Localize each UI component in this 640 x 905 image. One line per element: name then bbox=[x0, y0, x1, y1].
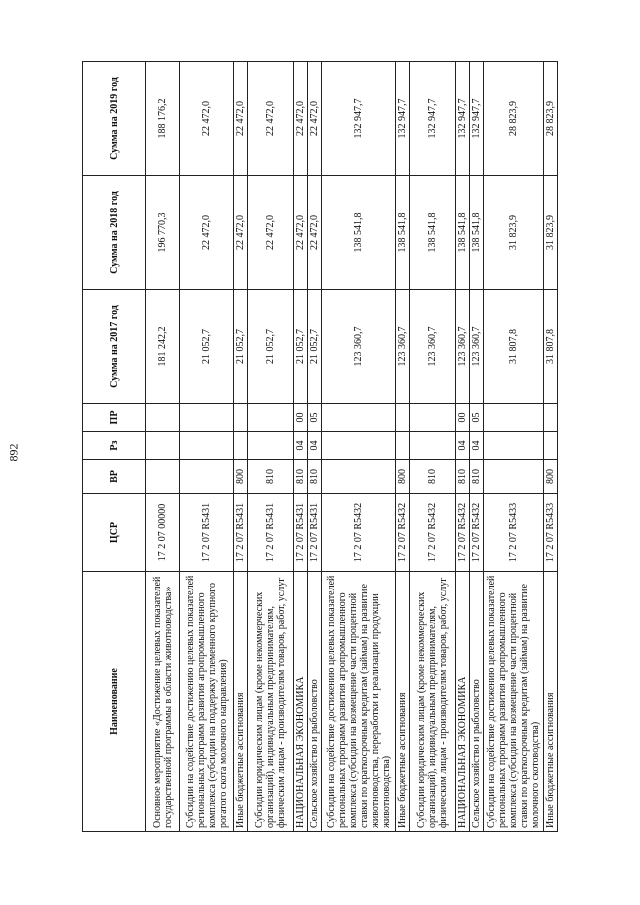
cell-csr: 17 2 07 R5432 bbox=[322, 494, 396, 572]
cell-name: Иные бюджетные ассигнования bbox=[234, 572, 248, 832]
cell-name: НАЦИОНАЛЬНАЯ ЭКОНОМИКА bbox=[456, 572, 470, 832]
cell-s2017: 31 807,8 bbox=[484, 290, 544, 404]
header-vr: ВР bbox=[83, 460, 146, 494]
table-row bbox=[308, 62, 322, 832]
cell-rz: 04 bbox=[294, 432, 308, 460]
header-csr: ЦСР bbox=[83, 494, 146, 572]
cell-s2019: 188 176,2 bbox=[146, 62, 180, 176]
cell-pr bbox=[234, 404, 248, 432]
cell-csr: 17 2 07 R5431 bbox=[180, 494, 234, 572]
cell-s2019: 28 823,9 bbox=[544, 62, 558, 176]
page-number bbox=[0, 0, 28, 905]
cell-vr: 810 bbox=[294, 460, 308, 494]
cell-csr: 17 2 07 R5433 bbox=[544, 494, 558, 572]
cell-rz bbox=[322, 432, 396, 460]
cell-name: Сельское хозяйство и рыболовство bbox=[308, 572, 322, 832]
table-row bbox=[234, 62, 248, 832]
cell-s2017: 21 052,7 bbox=[248, 290, 294, 404]
cell-rz bbox=[396, 432, 410, 460]
cell-s2017: 21 052,7 bbox=[234, 290, 248, 404]
cell-s2017: 31 807,8 bbox=[544, 290, 558, 404]
cell-s2018: 22 472,0 bbox=[180, 176, 234, 290]
cell-pr: 05 bbox=[308, 404, 322, 432]
budget-table bbox=[82, 61, 558, 832]
table-body bbox=[146, 62, 558, 832]
cell-s2019: 28 823,9 bbox=[484, 62, 544, 176]
cell-pr: 00 bbox=[456, 404, 470, 432]
cell-pr bbox=[146, 404, 180, 432]
cell-s2017: 21 052,7 bbox=[308, 290, 322, 404]
cell-pr: 00 bbox=[294, 404, 308, 432]
cell-rz bbox=[410, 432, 456, 460]
cell-s2017: 123 360,7 bbox=[456, 290, 470, 404]
cell-s2018: 22 472,0 bbox=[294, 176, 308, 290]
cell-vr: 800 bbox=[544, 460, 558, 494]
cell-pr bbox=[484, 404, 544, 432]
cell-pr: 05 bbox=[470, 404, 484, 432]
cell-name: Сельское хозяйство и рыболовство bbox=[470, 572, 484, 832]
cell-csr: 17 2 07 R5431 bbox=[248, 494, 294, 572]
header-rz: Рз bbox=[83, 432, 146, 460]
table-row bbox=[484, 62, 544, 832]
header-pr: ПР bbox=[83, 404, 146, 432]
table-row bbox=[544, 62, 558, 832]
cell-s2018: 138 541,8 bbox=[456, 176, 470, 290]
cell-csr: 17 2 07 R5431 bbox=[294, 494, 308, 572]
cell-name: Основное мероприятие «Достижение целевых показателей государственной программы в области животноводства» bbox=[146, 572, 180, 832]
cell-s2017: 123 360,7 bbox=[396, 290, 410, 404]
cell-csr: 17 2 07 R5432 bbox=[396, 494, 410, 572]
cell-pr bbox=[544, 404, 558, 432]
cell-rz: 04 bbox=[470, 432, 484, 460]
cell-pr bbox=[410, 404, 456, 432]
cell-rz bbox=[248, 432, 294, 460]
cell-s2018: 22 472,0 bbox=[308, 176, 322, 290]
cell-vr bbox=[180, 460, 234, 494]
table-row bbox=[146, 62, 180, 832]
table-row bbox=[294, 62, 308, 832]
header-name: Наименование bbox=[83, 572, 146, 832]
cell-vr: 800 bbox=[234, 460, 248, 494]
header-sum-2018: Сумма на 2018 год bbox=[83, 176, 146, 290]
cell-s2019: 22 472,0 bbox=[248, 62, 294, 176]
cell-rz bbox=[180, 432, 234, 460]
cell-vr: 810 bbox=[248, 460, 294, 494]
cell-s2019: 22 472,0 bbox=[234, 62, 248, 176]
cell-s2019: 22 472,0 bbox=[308, 62, 322, 176]
cell-s2019: 132 947,7 bbox=[456, 62, 470, 176]
cell-s2019: 132 947,7 bbox=[470, 62, 484, 176]
cell-csr: 17 2 07 R5432 bbox=[456, 494, 470, 572]
table-row bbox=[470, 62, 484, 832]
cell-name: Иные бюджетные ассигнования bbox=[544, 572, 558, 832]
cell-s2018: 196 770,3 bbox=[146, 176, 180, 290]
cell-s2018: 138 541,8 bbox=[410, 176, 456, 290]
cell-s2019: 132 947,7 bbox=[410, 62, 456, 176]
cell-csr: 17 2 07 00000 bbox=[146, 494, 180, 572]
cell-s2019: 132 947,7 bbox=[322, 62, 396, 176]
cell-s2018: 138 541,8 bbox=[396, 176, 410, 290]
cell-csr: 17 2 07 R5431 bbox=[234, 494, 248, 572]
cell-vr: 810 bbox=[470, 460, 484, 494]
table-row bbox=[322, 62, 396, 832]
page-number-text: 892 bbox=[6, 443, 21, 462]
cell-rz bbox=[484, 432, 544, 460]
cell-s2018: 22 472,0 bbox=[234, 176, 248, 290]
cell-vr: 810 bbox=[410, 460, 456, 494]
cell-s2017: 21 052,7 bbox=[294, 290, 308, 404]
cell-pr bbox=[322, 404, 396, 432]
cell-vr bbox=[322, 460, 396, 494]
cell-name: НАЦИОНАЛЬНАЯ ЭКОНОМИКА bbox=[294, 572, 308, 832]
cell-vr: 810 bbox=[456, 460, 470, 494]
cell-pr bbox=[396, 404, 410, 432]
cell-rz bbox=[544, 432, 558, 460]
cell-rz bbox=[146, 432, 180, 460]
cell-name: Иные бюджетные ассигнования bbox=[396, 572, 410, 832]
table-row bbox=[456, 62, 470, 832]
cell-s2018: 31 823,9 bbox=[544, 176, 558, 290]
cell-pr bbox=[180, 404, 234, 432]
cell-s2017: 123 360,7 bbox=[322, 290, 396, 404]
cell-s2017: 21 052,7 bbox=[180, 290, 234, 404]
cell-csr: 17 2 07 R5432 bbox=[470, 494, 484, 572]
cell-s2018: 31 823,9 bbox=[484, 176, 544, 290]
table-row bbox=[248, 62, 294, 832]
cell-vr bbox=[146, 460, 180, 494]
cell-s2018: 138 541,8 bbox=[322, 176, 396, 290]
header-sum-2019: Сумма на 2019 год bbox=[83, 62, 146, 176]
cell-name: Субсидии на содействие достижению целевых показателей региональных программ развития агропромышленного комплекса (субсидии на возмещение части процентной ставки по краткосрочным кредитам (займам) на развитие молочного скотоводства) bbox=[484, 572, 544, 832]
cell-s2019: 132 947,7 bbox=[396, 62, 410, 176]
table-header-row bbox=[83, 62, 146, 832]
cell-csr: 17 2 07 R5432 bbox=[410, 494, 456, 572]
cell-s2017: 123 360,7 bbox=[410, 290, 456, 404]
cell-name: Субсидии юридическим лицам (кроме некоммерческих организаций), индивидуальным предпринимателям, физическим лицам - производителям товаров, работ, услуг bbox=[248, 572, 294, 832]
cell-s2017: 123 360,7 bbox=[470, 290, 484, 404]
cell-s2019: 22 472,0 bbox=[180, 62, 234, 176]
cell-s2018: 22 472,0 bbox=[248, 176, 294, 290]
cell-vr: 800 bbox=[396, 460, 410, 494]
cell-name: Субсидии на содействие достижению целевых показателей региональных программ развития агропромышленного комплекса (субсидии на поддержку племенного крупного рогатого скота молочного направления) bbox=[180, 572, 234, 832]
header-sum-2017: Сумма на 2017 год bbox=[83, 290, 146, 404]
cell-s2019: 22 472,0 bbox=[294, 62, 308, 176]
table-row bbox=[410, 62, 456, 832]
cell-csr: 17 2 07 R5433 bbox=[484, 494, 544, 572]
table-row bbox=[180, 62, 234, 832]
cell-pr bbox=[248, 404, 294, 432]
cell-vr: 810 bbox=[308, 460, 322, 494]
budget-table-container bbox=[82, 62, 556, 832]
cell-vr bbox=[484, 460, 544, 494]
cell-rz bbox=[234, 432, 248, 460]
cell-rz: 04 bbox=[308, 432, 322, 460]
table-row bbox=[396, 62, 410, 832]
cell-rz: 04 bbox=[456, 432, 470, 460]
cell-name: Субсидии на содействие достижению целевых показателей региональных программ развития агропромышленного комплекса (субсидии на возмещение части процентной ставки по краткосрочным кредитам (займам) на развитие животноводства, переработки и реализации продукции животноводства) bbox=[322, 572, 396, 832]
cell-s2018: 138 541,8 bbox=[470, 176, 484, 290]
cell-s2017: 181 242,2 bbox=[146, 290, 180, 404]
cell-csr: 17 2 07 R5431 bbox=[308, 494, 322, 572]
cell-name: Субсидии юридическим лицам (кроме некоммерческих организаций), индивидуальным предпринимателям, физическим лицам - производителям товаров, работ, услуг bbox=[410, 572, 456, 832]
